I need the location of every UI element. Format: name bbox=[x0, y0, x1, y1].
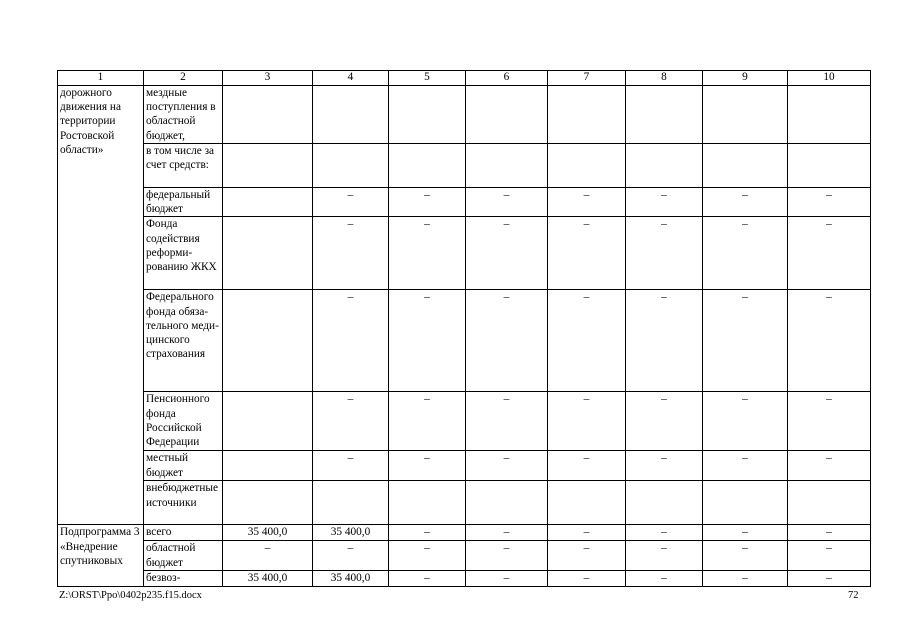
program-label: дорожного движения на территории Ростовской области» bbox=[58, 86, 144, 525]
table-row bbox=[58, 290, 871, 392]
value-cell bbox=[626, 144, 703, 188]
value-cell: – bbox=[313, 188, 389, 217]
funding-source: всего bbox=[144, 525, 223, 541]
value-cell: – bbox=[548, 571, 626, 587]
value-cell: – bbox=[389, 188, 466, 217]
funding-source: в том числе за счет средств: bbox=[144, 144, 223, 188]
value-cell: – bbox=[389, 525, 466, 541]
header-cell: 10 bbox=[788, 71, 871, 86]
value-cell bbox=[389, 481, 466, 525]
value-cell: – bbox=[703, 217, 788, 290]
header-cell: 1 bbox=[58, 71, 144, 86]
value-cell: – bbox=[389, 451, 466, 481]
funding-source: безвоз- bbox=[144, 571, 223, 587]
value-cell: 35 400,0 bbox=[223, 525, 313, 541]
header-cell: 3 bbox=[223, 71, 313, 86]
value-cell bbox=[703, 86, 788, 144]
value-cell: – bbox=[626, 525, 703, 541]
value-cell: – bbox=[626, 290, 703, 392]
value-cell bbox=[223, 188, 313, 217]
footer-page-number: 72 bbox=[848, 590, 859, 601]
value-cell: – bbox=[548, 451, 626, 481]
table-row bbox=[58, 217, 871, 290]
table-row bbox=[58, 392, 871, 451]
value-cell bbox=[626, 481, 703, 525]
value-cell: – bbox=[703, 188, 788, 217]
value-cell: 35 400,0 bbox=[313, 571, 389, 587]
value-cell bbox=[626, 86, 703, 144]
value-cell bbox=[703, 144, 788, 188]
value-cell bbox=[548, 86, 626, 144]
table-row bbox=[58, 188, 871, 217]
value-cell: – bbox=[788, 525, 871, 541]
header-cell: 4 bbox=[313, 71, 389, 86]
value-cell bbox=[703, 481, 788, 525]
subprogram-label: Подпрограмма 3 «Внедрение спутниковых bbox=[58, 525, 144, 587]
funding-source: Фонда содействия реформированию ЖКХ bbox=[144, 217, 223, 290]
funding-source: областной бюджет bbox=[144, 541, 223, 571]
value-cell: – bbox=[626, 571, 703, 587]
value-cell: – bbox=[548, 217, 626, 290]
value-cell bbox=[466, 481, 548, 525]
value-cell: – bbox=[466, 571, 548, 587]
value-cell bbox=[313, 481, 389, 525]
value-cell: – bbox=[626, 541, 703, 571]
value-cell bbox=[223, 392, 313, 451]
value-cell: – bbox=[548, 541, 626, 571]
value-cell: – bbox=[466, 217, 548, 290]
value-cell: – bbox=[389, 571, 466, 587]
value-cell: – bbox=[466, 290, 548, 392]
value-cell: – bbox=[788, 217, 871, 290]
value-cell: – bbox=[788, 188, 871, 217]
value-cell: – bbox=[466, 525, 548, 541]
funding-source: Федерального фонда обязательного медицинского страхования bbox=[144, 290, 223, 392]
value-cell bbox=[389, 86, 466, 144]
value-cell bbox=[788, 481, 871, 525]
value-cell bbox=[548, 481, 626, 525]
value-cell bbox=[223, 290, 313, 392]
value-cell bbox=[313, 144, 389, 188]
header-cell: 8 bbox=[626, 71, 703, 86]
funding-source: Пенсионного фонда Российской Федерации bbox=[144, 392, 223, 451]
value-cell: – bbox=[703, 525, 788, 541]
footer-file-path: Z:\ORST\Ppo\0402p235.f15.docx bbox=[59, 590, 202, 601]
value-cell bbox=[466, 86, 548, 144]
table-row bbox=[58, 451, 871, 481]
table-row bbox=[58, 144, 871, 188]
value-cell bbox=[313, 86, 389, 144]
value-cell: – bbox=[389, 392, 466, 451]
value-cell: – bbox=[788, 392, 871, 451]
header-row bbox=[58, 71, 871, 86]
value-cell: – bbox=[223, 541, 313, 571]
value-cell bbox=[223, 217, 313, 290]
value-cell: – bbox=[626, 217, 703, 290]
value-cell: – bbox=[313, 541, 389, 571]
value-cell: – bbox=[788, 451, 871, 481]
value-cell: – bbox=[703, 541, 788, 571]
value-cell bbox=[548, 144, 626, 188]
value-cell: 35 400,0 bbox=[223, 571, 313, 587]
value-cell: – bbox=[313, 451, 389, 481]
table-row bbox=[58, 86, 871, 144]
value-cell bbox=[223, 481, 313, 525]
value-cell: – bbox=[313, 290, 389, 392]
value-cell bbox=[223, 86, 313, 144]
value-cell: – bbox=[788, 571, 871, 587]
funding-source: федеральный бюджет bbox=[144, 188, 223, 217]
value-cell: – bbox=[703, 392, 788, 451]
header-cell: 2 bbox=[144, 71, 223, 86]
value-cell: – bbox=[548, 290, 626, 392]
value-cell: 35 400,0 bbox=[313, 525, 389, 541]
table-row bbox=[58, 525, 871, 541]
value-cell: – bbox=[389, 541, 466, 571]
value-cell: – bbox=[788, 541, 871, 571]
table-row bbox=[58, 481, 871, 525]
value-cell: – bbox=[703, 571, 788, 587]
value-cell: – bbox=[703, 290, 788, 392]
value-cell: – bbox=[548, 392, 626, 451]
funding-source: внебюджетные источники bbox=[144, 481, 223, 525]
value-cell bbox=[466, 144, 548, 188]
funding-source: местный бюджет bbox=[144, 451, 223, 481]
funding-source: мездные поступления в областной бюджет, bbox=[144, 86, 223, 144]
table-row bbox=[58, 571, 871, 587]
value-cell: – bbox=[313, 217, 389, 290]
value-cell: – bbox=[466, 392, 548, 451]
value-cell: – bbox=[466, 188, 548, 217]
value-cell: – bbox=[389, 290, 466, 392]
value-cell: – bbox=[548, 188, 626, 217]
value-cell bbox=[389, 144, 466, 188]
value-cell: – bbox=[548, 525, 626, 541]
value-cell: – bbox=[466, 541, 548, 571]
budget-table bbox=[57, 70, 871, 587]
value-cell: – bbox=[626, 451, 703, 481]
value-cell: – bbox=[313, 392, 389, 451]
value-cell: – bbox=[788, 290, 871, 392]
value-cell: – bbox=[626, 392, 703, 451]
value-cell bbox=[788, 144, 871, 188]
value-cell: – bbox=[389, 217, 466, 290]
header-cell: 6 bbox=[466, 71, 548, 86]
header-cell: 9 bbox=[703, 71, 788, 86]
value-cell: – bbox=[703, 451, 788, 481]
value-cell: – bbox=[466, 451, 548, 481]
value-cell bbox=[788, 86, 871, 144]
table-row bbox=[58, 541, 871, 571]
value-cell: – bbox=[626, 188, 703, 217]
value-cell bbox=[223, 451, 313, 481]
header-cell: 7 bbox=[548, 71, 626, 86]
header-cell: 5 bbox=[389, 71, 466, 86]
value-cell bbox=[223, 144, 313, 188]
